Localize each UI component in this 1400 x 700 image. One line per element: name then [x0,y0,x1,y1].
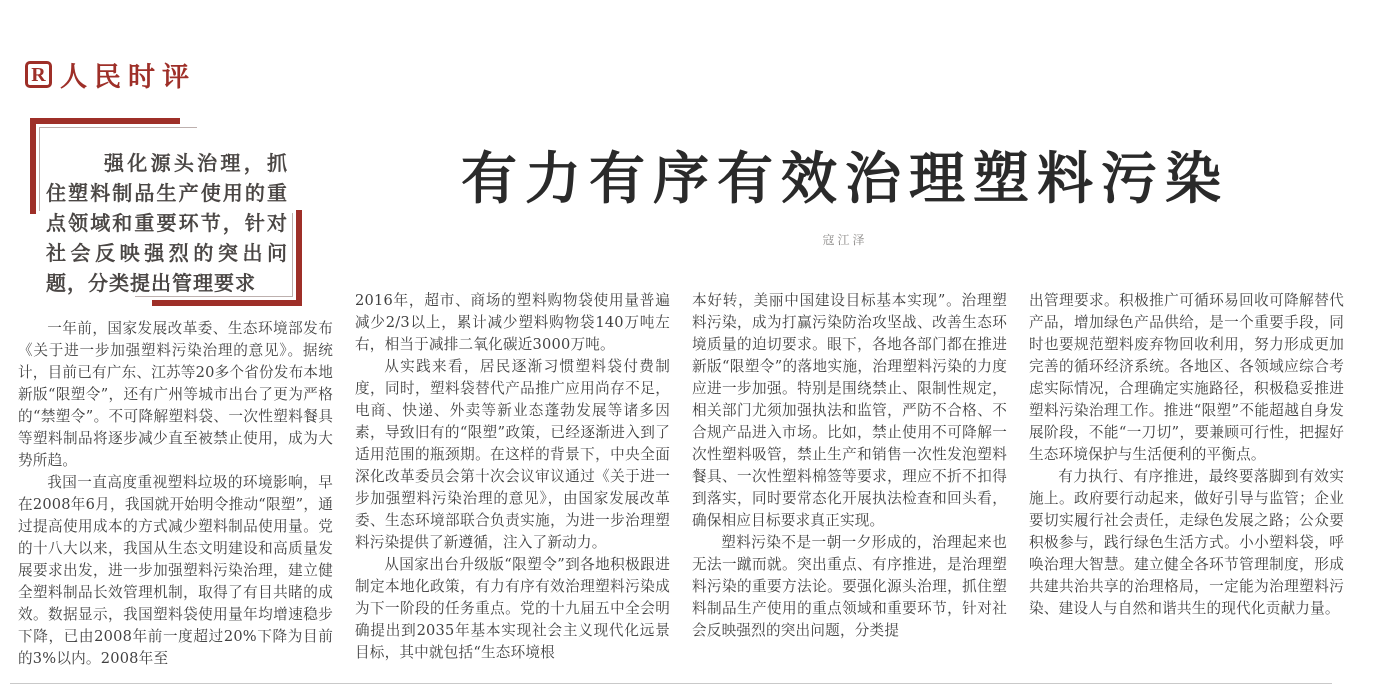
quote-bracket-red-line [30,118,180,214]
paragraph: 从国家出台升级版“限塑令”到各地积极跟进制定本地化政策，有力有序有效治理塑料污染成为下一阶段的任务重点。党的十九届五中全会明确提出到2035年基本实现社会主义现代化远景目标，其中就包括“生态环境根 [355,556,670,661]
paragraph: 塑料污染不是一朝一夕形成的，治理起来也无法一蹴而就。突出重点、有序推进，是治理塑料污染的重要方法论。要强化源头治理，抓住塑料制品生产使用的重点领域和重要环节，针对社会反映强烈的突出问题，分类提 [692,534,1007,639]
paragraph: 从实践来看，居民逐渐习惯塑料袋付费制度，同时，塑料袋替代产品推广应用尚存不足，电商、快递、外卖等新业态蓬勃发展等诸多因素，导致旧有的“限塑”政策，已经逐渐进入到了适用范围的瓶颈期。在这样的背景下，中央全面深化改革委员会第十次会议审议通过《关于进一步加强塑料污染治理的意见》，由国家发展改革委、生态环境部联合负责实施，为进一步治理塑料污染提供了新遵循，注入了新动力。 [355,358,670,551]
section-title: 人民时评 [60,62,196,92]
paragraph: 有力执行、有序推进，最终要落脚到有效实施上。政府要行动起来，做好引导与监管；企业要切实履行社会责任，走绿色发展之路；公众要积极参与，践行绿色生活方式。小小塑料袋，呼唤治理大智慧。建立健全各环节管理制度，形成共建共治共享的治理格局，一定能为治理塑料污染、建设人与自然和谐共生的现代化贡献力量。 [1029,468,1344,617]
paragraph: 出管理要求。积极推广可循环易回收可降解替代产品，增加绿色产品供给，是一个重要手段，同时也要规范塑料废弃物回收利用，努力形成更加完善的循环经济系统。各地区、各领域应综合考虑实际情况，合理确定实施路径，积极稳妥推进塑料污染治理工作。推进“限塑”不能超越自身发展阶段，不能“一刀切”，要兼顾可行性，把握好生态环境保护与生活便利的平衡点。 [1029,292,1344,463]
peoples-daily-logo-icon: R [25,61,52,88]
article-headline: 有力有序有效治理塑料污染 [461,147,1229,210]
masthead [25,55,196,94]
article-columns [18,290,1342,672]
article-byline: 寇江泽 [822,233,868,247]
pull-quote-box [30,118,302,306]
paragraph: 2016年，超市、商场的塑料购物袋使用量普遍减少2/3以上，累计减少塑料购物袋140万吨左右，相当于减排二氧化碳近3000万吨。 [355,292,670,353]
paragraph: 我国一直高度重视塑料垃圾的环境影响，早在2008年6月，我国就开始明令推动“限塑”，通过提高使用成本的方式减少塑料制品使用量。党的十八大以来，我国从生态文明建设和高质量发展要求出发，进一步加强塑料污染治理，建立健全塑料制品长效管理机制，取得了有目共睹的成效。数据显示，我国塑料袋使用量年均增速稳步下降，已由2008年前一度超过20%下降为目前的3%以内。2008年至 [18,474,333,667]
article-column-4 [1029,290,1344,672]
article-column-3 [692,290,1007,672]
pull-quote-text: 强化源头治理，抓住塑料制品生产使用的重点领域和重要环节，针对社会反映强烈的突出问题，分类提出管理要求 [46,151,288,295]
paragraph: 本好转，美丽中国建设目标基本实现”。治理塑料污染，成为打赢污染防治攻坚战、改善生态环境质量的迫切要求。眼下，各地各部门都在推进新版“限塑令”的落地实施，治理塑料污染的力度应进一步加强。特别是围绕禁止、限制性规定，相关部门尤须加强执法和监管，严防不合格、不合规产品进入市场。比如，禁止使用不可降解一次性塑料吸管，禁止生产和销售一次性发泡塑料餐具、一次性塑料棉签等要求，理应不折不扣得到落实，同时要常态化开展执法检查和回头看，确保相应目标要求真正实现。 [692,292,1007,529]
article-column-1 [18,290,333,672]
bottom-divider [10,683,1332,684]
article-column-2 [355,290,670,672]
paragraph: 一年前，国家发展改革委、生态环境部发布《关于进一步加强塑料污染治理的意见》。据统计，目前已有广东、江苏等20多个省份发布本地新版“限塑令”，还有广州等城市出台了更为严格的“禁塑令”。不可降解塑料袋、一次性塑料餐具等塑料制品将逐步减少直至被禁止使用，成为大势所趋。 [18,320,333,469]
quote-bracket-top-left-icon [30,118,180,214]
